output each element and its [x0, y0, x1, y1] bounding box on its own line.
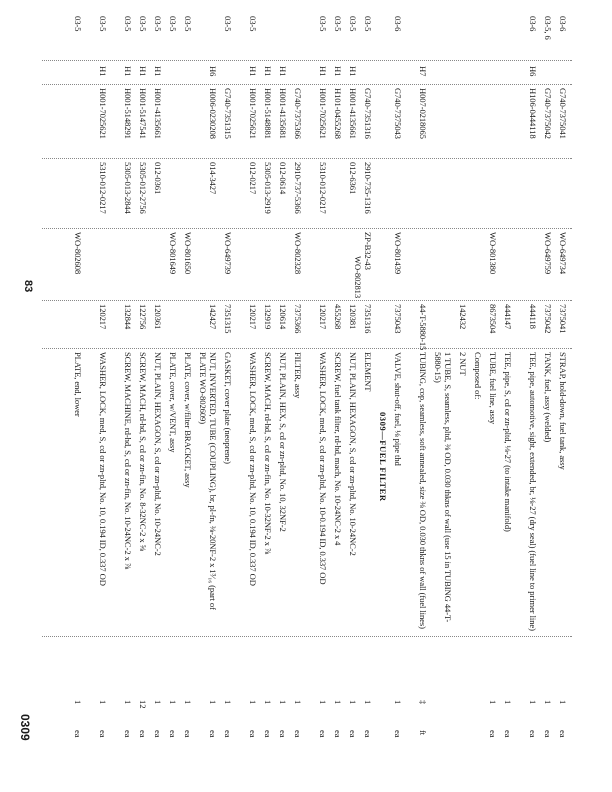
folio-page-number: 83 [22, 280, 34, 293]
cell-section: 03-5 [138, 16, 148, 32]
cell-part-number: 132919 [263, 304, 273, 330]
cell-mfr-number: G740-7375043 [393, 88, 403, 139]
cell-part-number: 7351315 [223, 304, 233, 334]
cell-description: WASHER, LOCK, med, S, cd or zn-pltd, No. 10, 0.194 ID, 0.337 OD [98, 352, 108, 586]
cell-description: FILTER, assy [293, 352, 303, 399]
cell-quantity: 1 [503, 700, 513, 705]
cell-unit: ea [488, 730, 498, 738]
cell-federal-stock-number: 012-0361 [153, 162, 163, 195]
cell-drawing-number: WO-802328 [293, 232, 303, 275]
cell-mfr-number: G740-7375042 [543, 88, 553, 139]
cell-unit: ft [418, 730, 428, 736]
cell-section: 03-5 [183, 16, 193, 32]
cell-drawing-number: WO-649734 [558, 232, 568, 275]
cell-indicator: H1 [333, 66, 343, 77]
cell-indicator: H1 [98, 66, 108, 77]
cell-unit: ea [248, 730, 258, 738]
cell-part-number: 7375041 [558, 304, 568, 334]
cell-mfr-number: G740-7375366 [293, 88, 303, 139]
cell-section: 03-5 [168, 16, 178, 32]
cell-section: 03-5 [73, 16, 83, 32]
cell-mfr-number: G740-7375041 [558, 88, 568, 139]
cell-section: 03-5 [348, 16, 358, 32]
cell-quantity: 1 [318, 700, 328, 705]
cell-part-number: 120361 [153, 304, 163, 330]
cell-indicator: H1 [318, 66, 328, 77]
cell-unit: ea [208, 730, 218, 738]
cell-description: PLATE, end, lower [73, 352, 83, 417]
cell-quantity: 1 [393, 700, 403, 705]
cell-drawing-number: ZP-B32-43 [363, 232, 373, 270]
cell-description: NUT, PLAIN, HEX, S, cd or zn-pltd, No. 10, 32NF-2 [278, 352, 288, 532]
cell-part-number: 132844 [123, 304, 133, 330]
cell-description: SCREW, MACH, rd-hd, S, cd or zn-fin, No. 10-32NF-2 x ⅞ [263, 352, 273, 555]
column-divider [42, 348, 572, 349]
cell-section: 03-5 [333, 16, 343, 32]
cell-section: 03-5 [363, 16, 373, 32]
cell-drawing-number: WO-802608 [73, 232, 83, 275]
cell-unit: ea [333, 730, 343, 738]
cell-section: 03-5 [123, 16, 133, 32]
cell-federal-stock-number: 5305-013-2919 [263, 162, 273, 214]
cell-part-number: 142432 [458, 304, 468, 330]
cell-part-number: 120217 [98, 304, 108, 330]
cell-unit: ea [278, 730, 288, 738]
cell-quantity: 1 [248, 700, 258, 705]
cell-drawing-number: WO-801650 [183, 232, 193, 275]
column-divider [42, 300, 572, 301]
cell-federal-stock-number: 5305-012-2756 [138, 162, 148, 214]
cell-description: VALVE, shut-off, fuel, ⅛ pipe thd [393, 352, 403, 466]
cell-mfr-number: H101-0455268 [333, 88, 343, 139]
cell-part-number: 8673504 [488, 304, 498, 334]
cell-unit: ea [363, 730, 373, 738]
cell-quantity: 1 [98, 700, 108, 705]
cell-mfr-number: H006-0230208 [208, 88, 218, 139]
cell-part-number: 455268 [333, 304, 343, 330]
column-divider [42, 60, 572, 61]
cell-section: 03-6 [393, 16, 403, 32]
cell-unit: ea [558, 730, 568, 738]
cell-drawing-number: WO-649739 [223, 232, 233, 275]
cell-unit: ea [73, 730, 83, 738]
cell-indicator: H1 [248, 66, 258, 77]
cell-part-number: 44-T-5880-15 [418, 304, 428, 351]
cell-unit: ea [168, 730, 178, 738]
cell-section: 03-5 [98, 16, 108, 32]
cell-unit: ea [223, 730, 233, 738]
cell-quantity: 1 [153, 700, 163, 705]
cell-description: WASHER, LOCK, med, S, cd or zn-pltd, No. 10, 0.194 ID, 0.337 OD [248, 352, 258, 586]
cell-description: TUBE, fuel line, assy [488, 352, 498, 425]
cell-indicator: H1 [153, 66, 163, 77]
cell-description: SCREW, MACHINE, rd-hd, S, cd or zn-fin, No. 10-24NC-2 x ⅞ [123, 352, 133, 570]
cell-federal-stock-number: 012-0614 [278, 162, 288, 195]
catalog-number: 0309 [18, 714, 32, 741]
cell-description: GASKET, cover plate (neoprene) [223, 352, 233, 464]
cell-unit: ea [293, 730, 303, 738]
cell-mfr-number: H001-5147541 [138, 88, 148, 139]
column-divider [42, 158, 572, 159]
cell-unit: ea [138, 730, 148, 738]
cell-description: STRAP, hold-down, fuel tank, assy [558, 352, 568, 470]
cell-quantity: 12 [138, 700, 148, 709]
cell-mfr-number: H001-4135661 [348, 88, 358, 139]
cell-federal-stock-number: 2910-735-1316 [363, 162, 373, 214]
column-divider [42, 228, 572, 229]
cell-federal-stock-number: 5305-013-2844 [123, 162, 133, 214]
column-divider [42, 84, 572, 85]
cell-unit: ea [543, 730, 553, 738]
cell-description [378, 352, 388, 634]
cell-part-number: 142427 [208, 304, 218, 330]
cell-unit: ea [183, 730, 193, 738]
cell-unit: ea [153, 730, 163, 738]
cell-section: 03-5 [318, 16, 328, 32]
cell-indicator: H1 [263, 66, 273, 77]
cell-drawing-number: WO-801380 [488, 232, 498, 275]
cell-description: TUBING, cop, seamless, soft annealed, size ⅜ OD, 0.030 thkns of wall (fuel lines) [418, 352, 428, 629]
cell-mfr-number: G740-7351315 [223, 88, 233, 139]
cell-unit: ea [123, 730, 133, 738]
cell-mfr-number: H001-5148291 [123, 88, 133, 139]
cell-description: SCREW, fuel tank filter, rd-hd, mach, No. 10-24NC-2 x 4 [333, 352, 343, 546]
cell-quantity: 1 [263, 700, 273, 705]
cell-unit: ea [393, 730, 403, 738]
cell-unit: ea [263, 730, 273, 738]
cell-unit: ea [348, 730, 358, 738]
cell-quantity: 1 [543, 700, 553, 705]
cell-description: NUT, PLAIN, HEXAGON, S, cd or zn-pltd, No. 10-24NC-2 [348, 352, 358, 556]
cell-federal-stock-number: 012-6361 [348, 162, 358, 195]
cell-unit: ea [318, 730, 328, 738]
cell-mfr-number: H001-7025621 [318, 88, 328, 139]
cell-section: 03-6 [528, 16, 538, 32]
cell-description: 1 TUBE, S, seamless, pltd, ⅜ OD, 0.030 thkns of wall (use 15 in TUBING 44-T-5880-15) [433, 352, 453, 623]
cell-drawing-number: WO-802813 [353, 256, 363, 299]
cell-federal-stock-number: 5310-012-0217 [98, 162, 108, 214]
cell-section: 03-5 [223, 16, 233, 32]
cell-quantity: 1 [363, 700, 373, 705]
cell-description: ELEMENT [363, 352, 373, 392]
cell-drawing-number: WO-801439 [393, 232, 403, 275]
cell-part-number: 122756 [138, 304, 148, 330]
cell-quantity: 1 [488, 700, 498, 705]
cell-quantity: 1 [223, 700, 233, 705]
cell-description: SCREW, MACH, rd-hd, S, cd or zn-fin, No. 8-32NC-2 x ⅝ [138, 352, 148, 551]
cell-section: 03-5 [153, 16, 163, 32]
cell-drawing-number: WO-649759 [543, 232, 553, 275]
cell-part-number: 7375043 [393, 304, 403, 334]
cell-part-number: 120614 [278, 304, 288, 330]
cell-section: 03-6 [558, 16, 568, 32]
cell-part-number: 7351316 [363, 304, 373, 334]
cell-quantity: 1 [528, 700, 538, 705]
cell-section: 03-5, 6 [543, 16, 553, 40]
cell-indicator: H6 [208, 66, 218, 77]
cell-quantity: 1 [168, 700, 178, 705]
cell-part-number: 444118 [528, 304, 538, 329]
cell-federal-stock-number: 014-3427 [208, 162, 218, 195]
cell-quantity: 1 [333, 700, 343, 705]
cell-mfr-number: H001-7025621 [248, 88, 258, 139]
cell-description: PLATE, cover, w/VENT, assy [168, 352, 178, 453]
cell-part-number: 120381 [348, 304, 358, 330]
section-heading: 0309—FUEL FILTER [378, 412, 388, 502]
cell-part-number: 7375042 [543, 304, 553, 334]
cell-description: TANK, fuel, assy (welded) [543, 352, 553, 443]
cell-part-number: 120217 [248, 304, 258, 330]
cell-federal-stock-number: 012-0217 [248, 162, 258, 195]
cell-part-number: 7375366 [293, 304, 303, 334]
cell-mfr-number: H001-4135681 [278, 88, 288, 139]
cell-quantity: 1 [183, 700, 193, 705]
cell-mfr-number: H106-0444118 [528, 88, 538, 139]
column-divider [42, 636, 572, 637]
cell-description: TEE, pipe, automotive, sight, extended, br, ⅛-27 (dry seal) (fuel line to primer line) [528, 352, 538, 631]
cell-quantity: ‡ [418, 700, 428, 705]
cell-federal-stock-number: 5310-012-0217 [318, 162, 328, 214]
cell-part-number: 120217 [318, 304, 328, 330]
cell-mfr-number: H001-7025621 [98, 88, 108, 139]
cell-federal-stock-number: 2910-737-5366 [293, 162, 303, 214]
cell-description: NUT, PLAIN, HEXAGON, S, cd or zn-pltd, No. 10-24NC-2 [153, 352, 163, 556]
cell-unit: ea [98, 730, 108, 738]
cell-description: 2 NUT [458, 352, 468, 376]
cell-quantity: 1 [73, 700, 83, 705]
cell-indicator: H1 [348, 66, 358, 77]
cell-description: WASHER, LOCK, med, S, cd or zn-pltd, No. 10-0.194 ID, 0.337 OD [318, 352, 328, 585]
cell-indicator: H1 [138, 66, 148, 77]
cell-quantity: 1 [348, 700, 358, 705]
cell-quantity: 1 [278, 700, 288, 705]
cell-description: Composed of: [473, 352, 483, 400]
cell-mfr-number: G740-7351316 [363, 88, 373, 139]
cell-quantity: 1 [123, 700, 133, 705]
cell-description: TEE, pipe, S, cd or zn-pltd, ⅛-27 (to intake manifold) [503, 352, 513, 532]
cell-quantity: 1 [208, 700, 218, 705]
cell-quantity: 1 [293, 700, 303, 705]
cell-unit: ea [528, 730, 538, 738]
cell-mfr-number: H007-0218065 [418, 88, 428, 139]
cell-indicator: H1 [123, 66, 133, 77]
cell-unit: ea [503, 730, 513, 738]
cell-indicator: H6 [528, 66, 538, 77]
cell-description: PLATE, cover, w/filter BRACKET, assy [183, 352, 193, 488]
cell-indicator: H1 [278, 66, 288, 77]
cell-part-number: 444147 [503, 304, 513, 330]
cell-mfr-number: H001-4135661 [153, 88, 163, 139]
cell-description: NUT, INVERTED, TUBE (COUPLING), br, pl-fn, ⅜-20NF-2 x 1³⁄₁₆ (part of PLATE WO-802609) [198, 352, 218, 610]
cell-section: 03-5 [248, 16, 258, 32]
cell-drawing-number: WO-801649 [168, 232, 178, 275]
cell-indicator: H7 [418, 66, 428, 77]
cell-mfr-number: H001-5148881 [263, 88, 273, 139]
cell-quantity: 1 [558, 700, 568, 705]
